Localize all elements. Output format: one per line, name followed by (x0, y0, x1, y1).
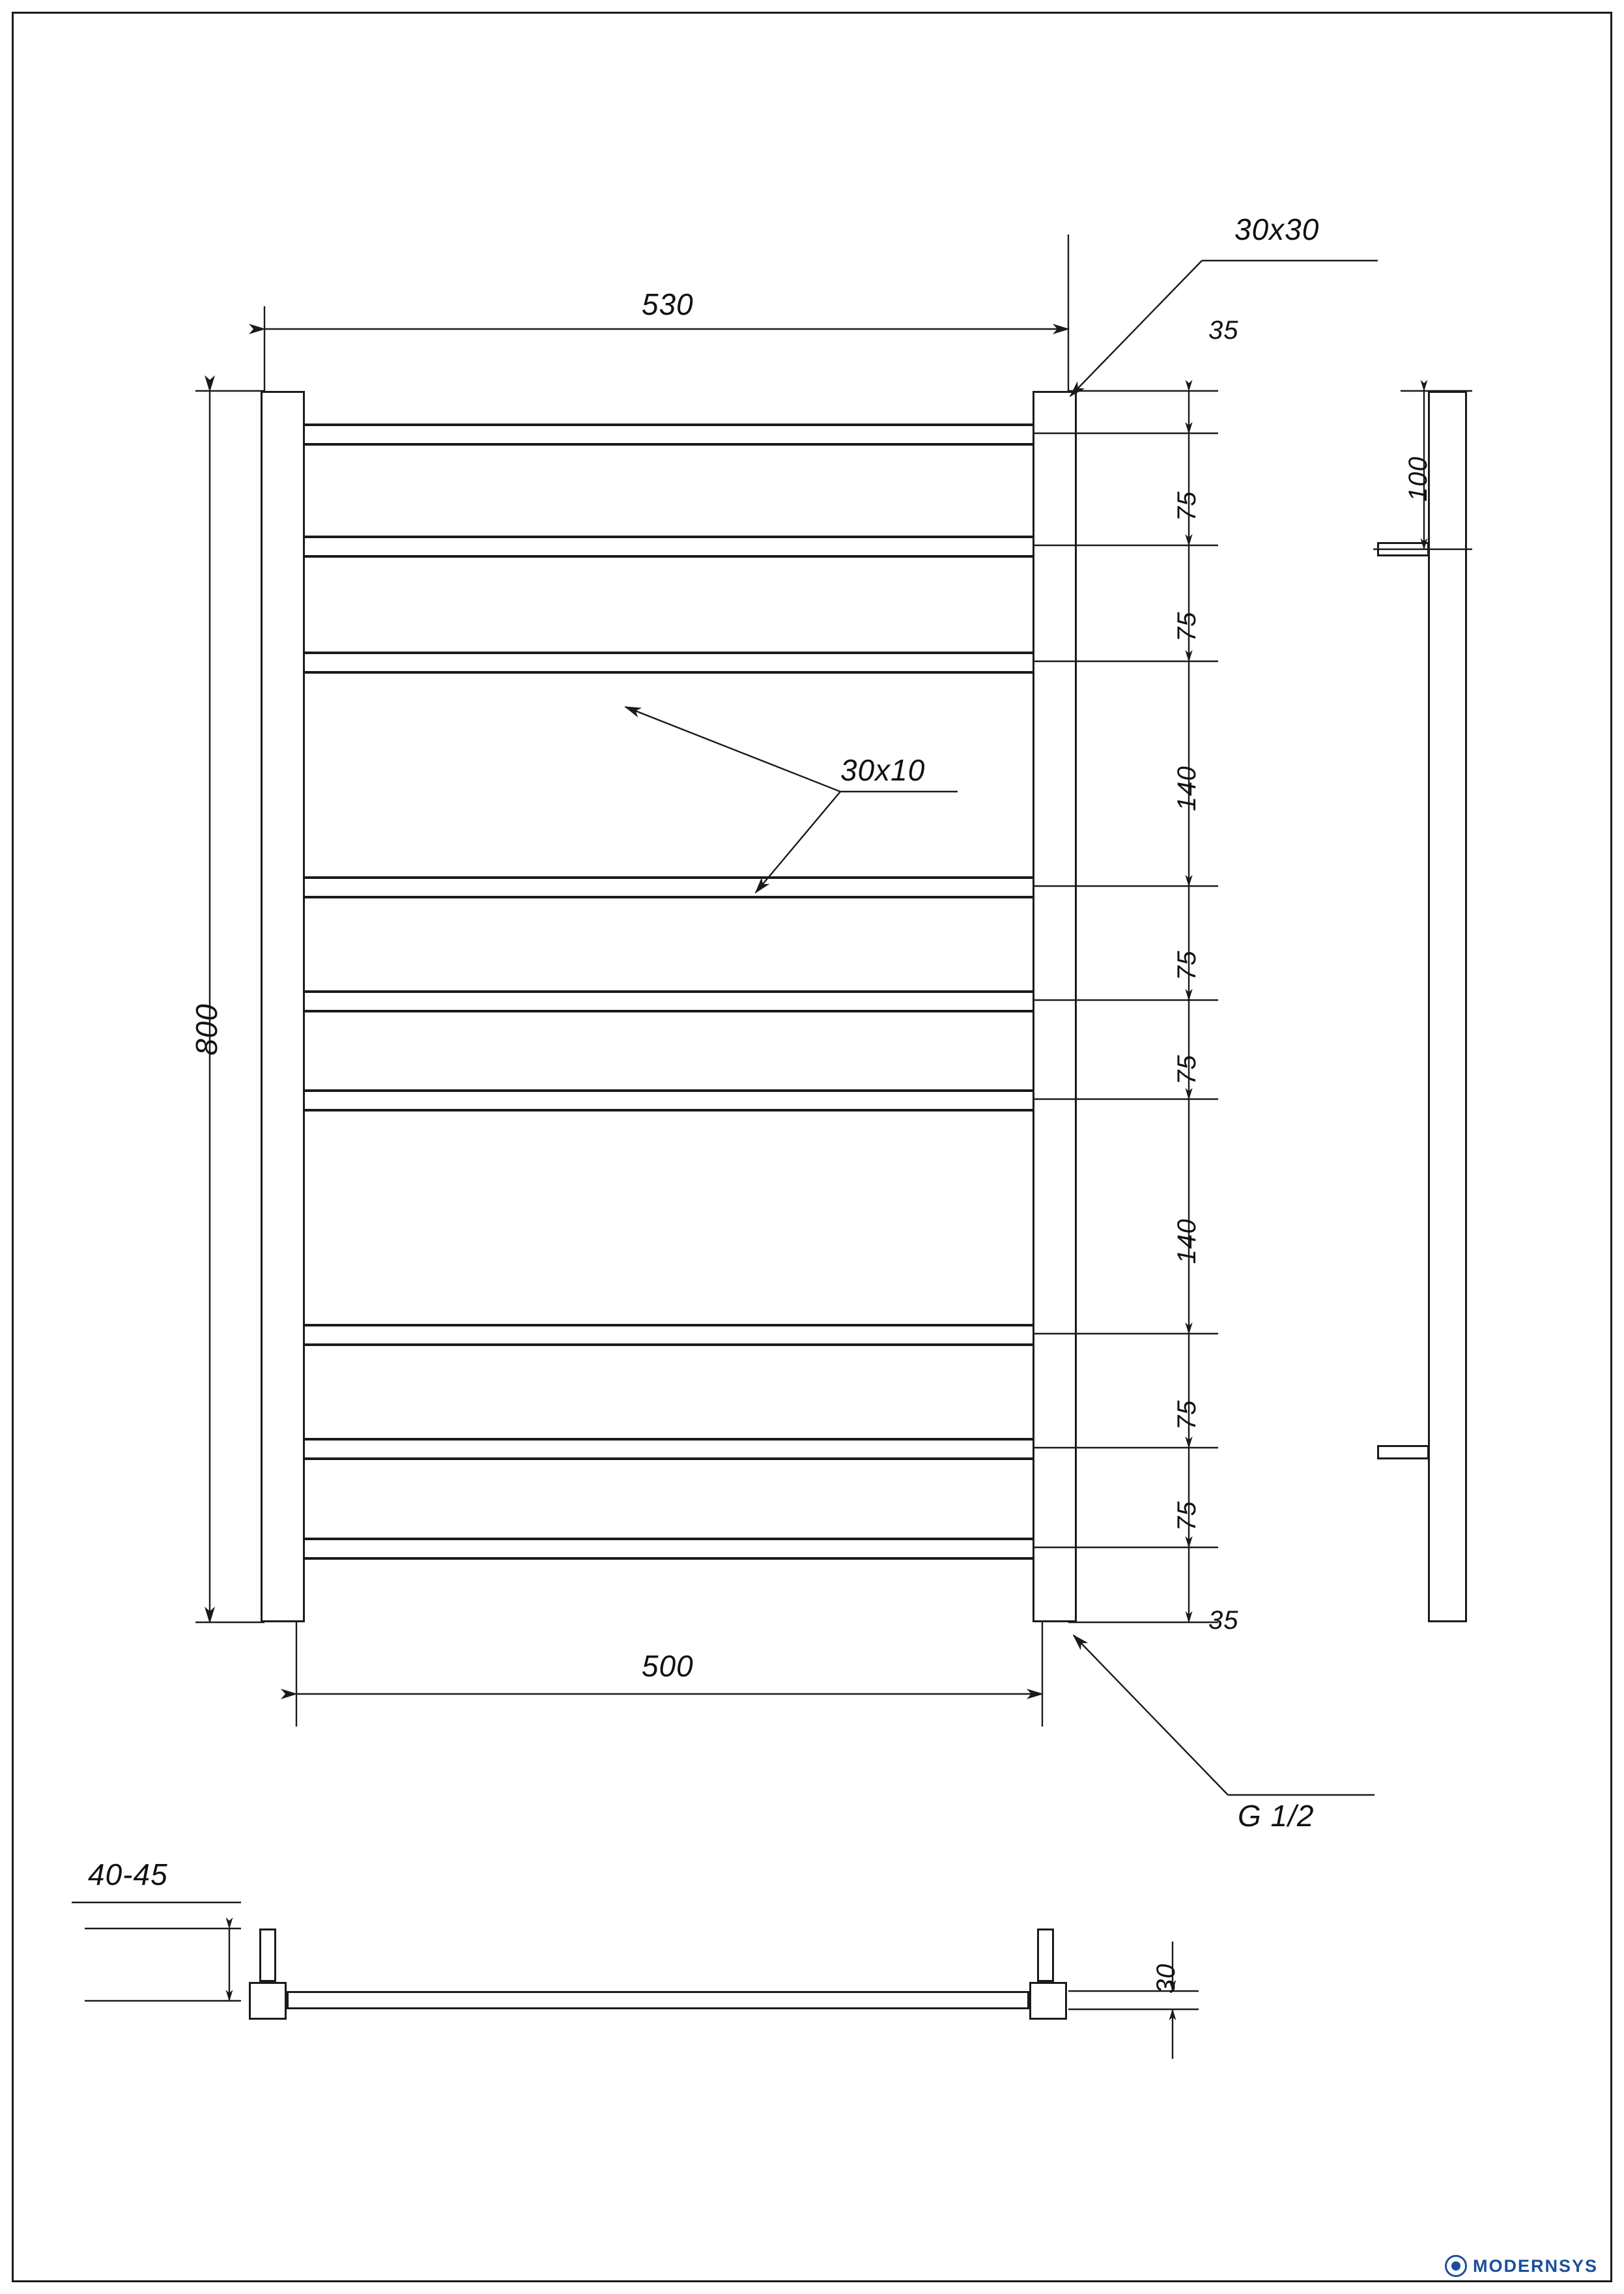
top-view-left-bracket (259, 1928, 276, 1982)
rung-bar (305, 671, 1033, 674)
top-view-right-bracket (1037, 1928, 1054, 1982)
dim-wall-distance: 40-45 (88, 1857, 168, 1891)
sheet-border (12, 12, 1612, 2282)
right-collector (1033, 391, 1077, 1622)
left-collector (261, 391, 305, 1622)
brand-logo (1445, 2255, 1598, 2277)
rung-bar (305, 1438, 1033, 1441)
rung-bar (305, 652, 1033, 654)
rung-bar (305, 443, 1033, 446)
dim-spacing-a: 75 (1173, 491, 1201, 521)
dim-spacing-b: 75 (1173, 611, 1201, 642)
rung-bar (305, 1010, 1033, 1012)
dim-overall-height: 800 (190, 1003, 223, 1055)
callout-collector-profile: 30x30 (1234, 212, 1320, 246)
top-view-bar (287, 1991, 1029, 2009)
rung-bar (305, 896, 1033, 898)
dim-spacing-f: 140 (1173, 1218, 1201, 1264)
rung-bar (305, 536, 1033, 538)
dim-spacing-c: 140 (1173, 766, 1201, 811)
rung-bar (305, 423, 1033, 426)
dim-top-offset: 35 (1208, 316, 1239, 345)
rung-bar (305, 1538, 1033, 1540)
rung-bar (305, 1457, 1033, 1460)
dim-bottom-offset: 35 (1208, 1606, 1239, 1635)
rung-bar (305, 1089, 1033, 1092)
side-view-bottom-stub (1377, 1445, 1429, 1459)
dim-mount-width: 500 (642, 1649, 694, 1683)
dim-bar-thickness: 30 (1152, 1963, 1180, 1994)
side-view-top-stub (1377, 542, 1429, 556)
callout-rung-profile: 30x10 (840, 753, 926, 787)
rung-bar (305, 555, 1033, 558)
top-view-left-foot (249, 1982, 287, 2020)
brand-name: MODERNSYS (1472, 2256, 1598, 2276)
rung-bar (305, 1557, 1033, 1560)
top-view-right-foot (1029, 1982, 1067, 2020)
rung-bar (305, 876, 1033, 879)
rung-bar (305, 1343, 1033, 1346)
callout-thread: G 1/2 (1238, 1799, 1315, 1833)
dim-spacing-h: 75 (1173, 1500, 1201, 1531)
dim-spacing-e: 75 (1173, 1054, 1201, 1085)
dim-spacing-d: 75 (1173, 950, 1201, 981)
rung-bar (305, 1324, 1033, 1326)
dim-side-depth: 100 (1404, 456, 1432, 502)
dim-overall-width: 530 (642, 287, 694, 321)
dim-spacing-g: 75 (1173, 1399, 1201, 1430)
side-view-collector (1428, 391, 1467, 1622)
rung-bar (305, 990, 1033, 993)
circle-logo-icon (1445, 2255, 1467, 2277)
rung-bar (305, 1109, 1033, 1111)
